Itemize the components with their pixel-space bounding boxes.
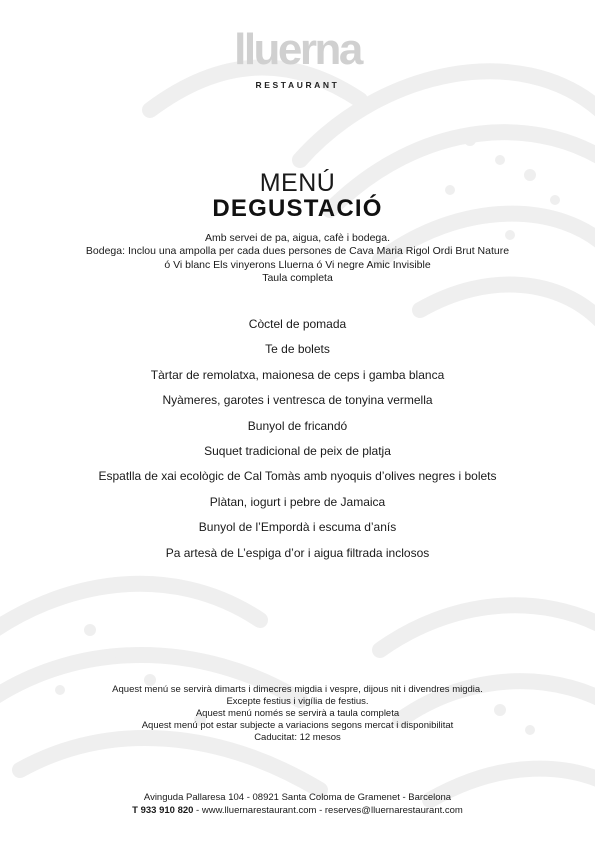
footer [0,792,595,817]
course-item: Bunyol de l’Empordà i escuma d’anís [198,520,397,535]
footer-address: Avinguda Pallaresa 104 - 08921 Santa Coloma de Gramenet - Barcelona [143,792,452,803]
footer-web-email: - www.lluernarestaurant.com - reserves@lluernarestaurant.com [193,804,463,816]
menu-title: MENÚ [259,169,336,197]
course-list [0,312,595,566]
note-line: Aquest menú se servirà dimarts i dimecres migdia i vespre, dijous nit i divendres migdia. [112,684,483,695]
intro-line: Amb servei de pa, aigua, cafè i bodega. [204,232,391,244]
menu-intro [0,232,595,285]
footer-contact [0,805,595,818]
menu-notes [0,684,595,744]
course-item: Espatlla de xai ecològic de Cal Tomàs amb nyoquis d’olives negres i bolets [98,469,497,484]
course-item: Pa artesà de L’espiga d’or i aigua filtrada inclosos [165,545,430,560]
course-item: Te de bolets [265,342,330,357]
course-item: Plàtan, iogurt i pebre de Jamaica [209,494,386,509]
course-item: Suquet tradicional de peix de platja [204,444,391,459]
footer-phone: T 933 910 820 [132,804,194,816]
course-item: Bunyol de fricandó [247,418,348,433]
note-line: Aquest menú pot estar subjecte a variacions segons mercat i disponibilitat [141,720,454,731]
logo-wordmark: lluerna [234,25,361,74]
course-item: Còctel de pomada [248,317,347,331]
intro-line: Taula completa [262,271,333,284]
course-item: Nyàmeres, garotes i ventresca de tonyina vermella [162,393,433,408]
course-item: Tàrtar de remolatxa, maionesa de ceps i gamba blanca [150,367,445,382]
note-line: Caducitat: 12 mesos [254,732,341,743]
note-line: Excepte festius i vigília de festius. [226,696,369,707]
note-line: Aquest menú només se servirà a taula completa [195,708,400,719]
intro-line: ó Vi blanc Els vinyerons Lluerna ó Vi negre Amic Invisible [164,258,431,271]
intro-line: Bodega: Inclou una ampolla per cada dues persones de Cava Maria Rigol Ordi Brut Nature [85,245,510,258]
logo-subtitle: RESTAURANT [255,80,340,90]
menu-subtitle: DEGUSTACIÓ [212,195,383,222]
